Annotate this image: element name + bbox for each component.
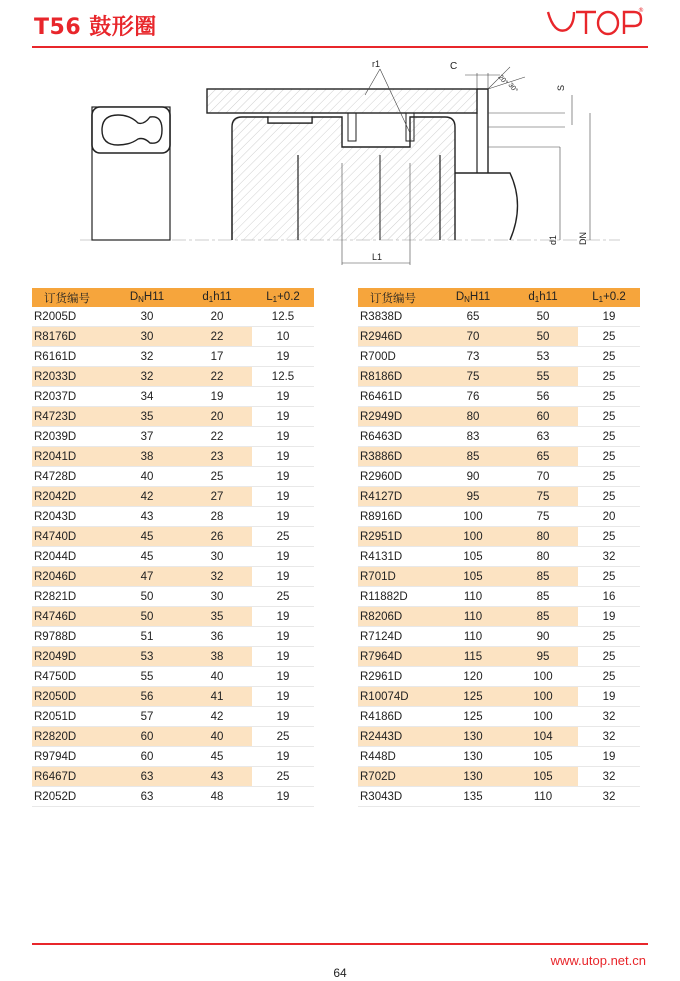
l1-cell: 25	[578, 387, 640, 407]
header-rule	[32, 46, 648, 48]
table-row	[32, 747, 314, 767]
order-code-cell: R2042D	[32, 487, 112, 507]
d1-cell: 50	[508, 327, 578, 347]
dn-cell: 35	[112, 407, 182, 427]
l1-cell: 25	[252, 727, 314, 747]
dn-label: DN	[578, 232, 588, 245]
order-code-cell: R9788D	[32, 627, 112, 647]
order-code-cell: R7124D	[358, 627, 438, 647]
order-code-cell: R2041D	[32, 447, 112, 467]
l1-cell: 25	[578, 467, 640, 487]
l1-cell: 25	[578, 407, 640, 427]
c-label: C	[450, 61, 458, 72]
order-code-cell: R4728D	[32, 467, 112, 487]
l1-cell: 19	[252, 347, 314, 367]
l1-cell: 32	[578, 707, 640, 727]
order-code-cell: R3886D	[358, 447, 438, 467]
order-code-cell: R2820D	[32, 727, 112, 747]
table-row	[32, 387, 314, 407]
d1-cell: 48	[182, 787, 252, 807]
table-row	[32, 307, 314, 327]
table-row	[32, 607, 314, 627]
table-row	[32, 327, 314, 347]
dn-cell: 56	[112, 687, 182, 707]
d1-cell: 110	[508, 787, 578, 807]
l1-cell: 25	[252, 527, 314, 547]
order-code-cell: R11882D	[358, 587, 438, 607]
table-row	[358, 327, 640, 347]
dn-cell: 95	[438, 487, 508, 507]
dn-cell: 60	[112, 727, 182, 747]
order-code-cell: R7964D	[358, 647, 438, 667]
d1-cell: 100	[508, 707, 578, 727]
d1-cell: 26	[182, 527, 252, 547]
order-code-cell: R6467D	[32, 767, 112, 787]
d1-cell: 20	[182, 307, 252, 327]
table-row	[32, 647, 314, 667]
order-code-cell: R6463D	[358, 427, 438, 447]
angle-20-label: 20°	[496, 73, 509, 87]
d1-cell: 38	[182, 647, 252, 667]
table-row	[32, 587, 314, 607]
l1-cell: 25	[578, 567, 640, 587]
l1-cell: 19	[252, 447, 314, 467]
dn-cell: 60	[112, 747, 182, 767]
dn-cell: 130	[438, 767, 508, 787]
dn-cell: 135	[438, 787, 508, 807]
col-d1: $d_1h11$	[508, 288, 578, 307]
d1-cell: 30	[182, 547, 252, 567]
dn-cell: 45	[112, 547, 182, 567]
l1-cell: 19	[252, 427, 314, 447]
page-number: 64	[333, 966, 347, 980]
table-row	[358, 487, 640, 507]
d1-cell: 22	[182, 367, 252, 387]
table-row	[32, 467, 314, 487]
l1-cell: 19	[578, 307, 640, 327]
order-code-cell: R6461D	[358, 387, 438, 407]
table-row	[358, 767, 640, 787]
order-code-cell: R8186D	[358, 367, 438, 387]
l1-cell: 25	[578, 527, 640, 547]
order-code-cell: R2044D	[32, 547, 112, 567]
order-code-cell: R700D	[358, 347, 438, 367]
d1-cell: 75	[508, 487, 578, 507]
dn-cell: 50	[112, 607, 182, 627]
order-code-cell: R4746D	[32, 607, 112, 627]
dn-cell: 73	[438, 347, 508, 367]
table-row	[358, 527, 640, 547]
d1-cell: 50	[508, 307, 578, 327]
l1-cell: 32	[578, 547, 640, 567]
angle-30-label: 30°	[506, 81, 519, 95]
table-row	[358, 687, 640, 707]
dn-cell: 105	[438, 567, 508, 587]
s-label: S	[556, 84, 566, 91]
d1-cell: 40	[182, 667, 252, 687]
dn-cell: 110	[438, 627, 508, 647]
l1-cell: 19	[252, 667, 314, 687]
d1-cell: 100	[508, 667, 578, 687]
table-row	[32, 667, 314, 687]
l1-cell: 32	[578, 727, 640, 747]
col-l1: $L_1+0.2$	[252, 288, 314, 307]
table-header-row	[32, 288, 314, 307]
l1-cell: 25	[252, 587, 314, 607]
order-code-cell: R2050D	[32, 687, 112, 707]
page-title: T56 鼓形圈	[34, 15, 157, 40]
dn-cell: 32	[112, 347, 182, 367]
dn-cell: 125	[438, 687, 508, 707]
l1-cell: 19	[578, 687, 640, 707]
l1-cell: 32	[578, 787, 640, 807]
table-row	[32, 767, 314, 787]
table-row	[358, 727, 640, 747]
d1-cell: 41	[182, 687, 252, 707]
dn-cell: 30	[112, 327, 182, 347]
table-row	[358, 507, 640, 527]
d1-cell: 56	[508, 387, 578, 407]
order-code-cell: R2037D	[32, 387, 112, 407]
l1-cell: 19	[252, 707, 314, 727]
col-d1: $d_1h11$	[182, 288, 252, 307]
r1-label: r1	[372, 59, 381, 69]
d1-cell: 85	[508, 607, 578, 627]
order-code-cell: R702D	[358, 767, 438, 787]
order-code-cell: R4750D	[32, 667, 112, 687]
dn-cell: 110	[438, 607, 508, 627]
l1-cell: 25	[578, 487, 640, 507]
order-code-cell: R4127D	[358, 487, 438, 507]
table-row	[32, 687, 314, 707]
l1-cell: 16	[578, 587, 640, 607]
utop-logo	[544, 4, 644, 40]
table-row	[358, 667, 640, 687]
d1-cell: 60	[508, 407, 578, 427]
dn-cell: 55	[112, 667, 182, 687]
d1-cell: 104	[508, 727, 578, 747]
dn-cell: 30	[112, 307, 182, 327]
l1-cell: 19	[252, 487, 314, 507]
d1-cell: 85	[508, 587, 578, 607]
dn-cell: 125	[438, 707, 508, 727]
l1-cell: 19	[252, 567, 314, 587]
dn-cell: 75	[438, 367, 508, 387]
table-row	[358, 787, 640, 807]
footer-rule	[32, 943, 648, 945]
table-row	[32, 547, 314, 567]
seal-cross-section-drawing	[80, 55, 620, 275]
dn-cell: 85	[438, 447, 508, 467]
dn-cell: 43	[112, 507, 182, 527]
l1-cell: 25	[578, 627, 640, 647]
col-order-code: 订货编号	[358, 288, 438, 307]
d1-cell: 65	[508, 447, 578, 467]
d1-cell: 75	[508, 507, 578, 527]
d1-cell: 105	[508, 747, 578, 767]
table-header-row	[358, 288, 640, 307]
order-code-cell: R4723D	[32, 407, 112, 427]
dn-cell: 42	[112, 487, 182, 507]
table-row	[32, 487, 314, 507]
dn-cell: 70	[438, 327, 508, 347]
table-row	[358, 747, 640, 767]
l1-cell: 19	[252, 787, 314, 807]
l1-cell: 19	[252, 607, 314, 627]
order-code-cell: R2005D	[32, 307, 112, 327]
dn-cell: 76	[438, 387, 508, 407]
d1-cell: 63	[508, 427, 578, 447]
table-row	[358, 347, 640, 367]
dn-cell: 100	[438, 527, 508, 547]
order-code-cell: R2033D	[32, 367, 112, 387]
col-order-code: 订货编号	[32, 288, 112, 307]
d1-cell: 80	[508, 527, 578, 547]
d1-cell: 80	[508, 547, 578, 567]
order-code-cell: R2949D	[358, 407, 438, 427]
col-dn: $D_NH11$	[438, 288, 508, 307]
table-row	[358, 707, 640, 727]
d1-cell: 70	[508, 467, 578, 487]
d1-label: d1	[548, 234, 558, 245]
table-row	[32, 367, 314, 387]
dn-cell: 83	[438, 427, 508, 447]
order-code-cell: R2946D	[358, 327, 438, 347]
l1-cell: 25	[578, 427, 640, 447]
dn-cell: 57	[112, 707, 182, 727]
order-code-cell: R2052D	[32, 787, 112, 807]
table-row	[358, 647, 640, 667]
l1-cell: 19	[252, 467, 314, 487]
d1-cell: 43	[182, 767, 252, 787]
dn-cell: 65	[438, 307, 508, 327]
col-dn: $D_NH11$	[112, 288, 182, 307]
order-code-cell: R2046D	[32, 567, 112, 587]
table-row	[32, 427, 314, 447]
table-row	[358, 387, 640, 407]
d1-cell: 53	[508, 347, 578, 367]
l1-cell: 25	[578, 667, 640, 687]
dn-cell: 63	[112, 787, 182, 807]
l1-label: L1	[372, 252, 383, 262]
table-row	[32, 407, 314, 427]
order-code-cell: R2821D	[32, 587, 112, 607]
d1-cell: 105	[508, 767, 578, 787]
l1-cell: 19	[252, 647, 314, 667]
l1-cell: 19	[252, 547, 314, 567]
table-row	[32, 507, 314, 527]
l1-cell: 20	[578, 507, 640, 527]
table-row	[358, 587, 640, 607]
order-code-cell: R4740D	[32, 527, 112, 547]
size-table-left	[32, 288, 314, 807]
dn-cell: 47	[112, 567, 182, 587]
l1-cell: 12.5	[252, 367, 314, 387]
dn-cell: 45	[112, 527, 182, 547]
d1-cell: 40	[182, 727, 252, 747]
dn-cell: 110	[438, 587, 508, 607]
order-code-cell: R2961D	[358, 667, 438, 687]
d1-cell: 36	[182, 627, 252, 647]
l1-cell: 19	[252, 627, 314, 647]
table-row	[358, 307, 640, 327]
dn-cell: 80	[438, 407, 508, 427]
l1-cell: 19	[578, 747, 640, 767]
dn-cell: 32	[112, 367, 182, 387]
order-code-cell: R2951D	[358, 527, 438, 547]
order-code-cell: R4131D	[358, 547, 438, 567]
dn-cell: 38	[112, 447, 182, 467]
table-row	[32, 527, 314, 547]
dn-cell: 115	[438, 647, 508, 667]
d1-cell: 45	[182, 747, 252, 767]
dn-cell: 37	[112, 427, 182, 447]
d1-cell: 17	[182, 347, 252, 367]
l1-cell: 25	[578, 447, 640, 467]
order-code-cell: R2049D	[32, 647, 112, 667]
l1-cell: 25	[578, 347, 640, 367]
l1-cell: 19	[252, 387, 314, 407]
d1-cell: 19	[182, 387, 252, 407]
dn-cell: 50	[112, 587, 182, 607]
l1-cell: 25	[578, 367, 640, 387]
table-row	[358, 607, 640, 627]
d1-cell: 90	[508, 627, 578, 647]
dn-cell: 90	[438, 467, 508, 487]
order-code-cell: R6161D	[32, 347, 112, 367]
dn-cell: 120	[438, 667, 508, 687]
order-code-cell: R2043D	[32, 507, 112, 527]
d1-cell: 100	[508, 687, 578, 707]
order-code-cell: R3043D	[358, 787, 438, 807]
dn-cell: 63	[112, 767, 182, 787]
dn-cell: 51	[112, 627, 182, 647]
col-l1: $L_1+0.2$	[578, 288, 640, 307]
table-row	[358, 367, 640, 387]
d1-cell: 23	[182, 447, 252, 467]
d1-cell: 30	[182, 587, 252, 607]
dn-cell: 53	[112, 647, 182, 667]
d1-cell: 42	[182, 707, 252, 727]
l1-cell: 25	[578, 647, 640, 667]
order-code-cell: R2039D	[32, 427, 112, 447]
order-code-cell: R2960D	[358, 467, 438, 487]
table-row	[358, 547, 640, 567]
dn-cell: 34	[112, 387, 182, 407]
l1-cell: 10	[252, 327, 314, 347]
l1-cell: 19	[252, 747, 314, 767]
order-code-cell: R3838D	[358, 307, 438, 327]
dn-cell: 105	[438, 547, 508, 567]
order-code-cell: R8206D	[358, 607, 438, 627]
table-row	[358, 467, 640, 487]
order-code-cell: R9794D	[32, 747, 112, 767]
website-url: www.utop.net.cn	[550, 953, 646, 968]
dn-cell: 130	[438, 727, 508, 747]
table-row	[358, 427, 640, 447]
d1-cell: 85	[508, 567, 578, 587]
table-row	[358, 567, 640, 587]
order-code-cell: R2051D	[32, 707, 112, 727]
l1-cell: 19	[252, 507, 314, 527]
d1-cell: 22	[182, 427, 252, 447]
table-row	[32, 447, 314, 467]
dn-cell: 40	[112, 467, 182, 487]
l1-cell: 19	[252, 407, 314, 427]
order-code-cell: R8176D	[32, 327, 112, 347]
table-row	[32, 567, 314, 587]
d1-cell: 35	[182, 607, 252, 627]
order-code-cell: R701D	[358, 567, 438, 587]
d1-cell: 25	[182, 467, 252, 487]
d1-cell: 95	[508, 647, 578, 667]
table-row	[358, 407, 640, 427]
order-code-cell: R448D	[358, 747, 438, 767]
size-table-right	[358, 288, 640, 807]
table-row	[358, 447, 640, 467]
dn-cell: 100	[438, 507, 508, 527]
order-code-cell: R10074D	[358, 687, 438, 707]
dn-cell: 130	[438, 747, 508, 767]
l1-cell: 19	[252, 687, 314, 707]
l1-cell: 25	[578, 327, 640, 347]
l1-cell: 25	[252, 767, 314, 787]
order-code-cell: R4186D	[358, 707, 438, 727]
l1-cell: 32	[578, 767, 640, 787]
d1-cell: 55	[508, 367, 578, 387]
svg-text:®: ®	[638, 7, 644, 14]
table-row	[32, 787, 314, 807]
d1-cell: 27	[182, 487, 252, 507]
d1-cell: 20	[182, 407, 252, 427]
table-row	[358, 627, 640, 647]
table-row	[32, 627, 314, 647]
table-row	[32, 707, 314, 727]
l1-cell: 19	[578, 607, 640, 627]
d1-cell: 22	[182, 327, 252, 347]
table-row	[32, 727, 314, 747]
table-row	[32, 347, 314, 367]
order-code-cell: R2443D	[358, 727, 438, 747]
d1-cell: 32	[182, 567, 252, 587]
l1-cell: 12.5	[252, 307, 314, 327]
d1-cell: 28	[182, 507, 252, 527]
order-code-cell: R8916D	[358, 507, 438, 527]
